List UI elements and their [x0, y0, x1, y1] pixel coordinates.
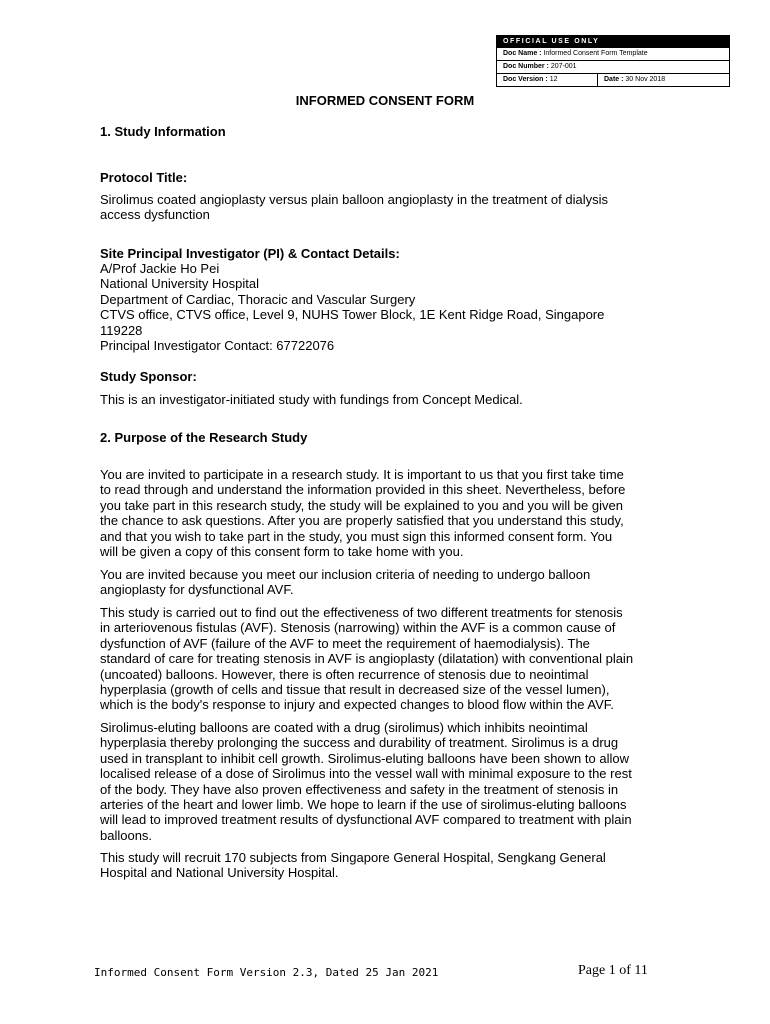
text-line: CTVS office, CTVS office, Level 9, NUHS Tower Block, 1E Kent Ridge Road, Singapore [100, 307, 605, 323]
official-use-header: OFFICIAL USE ONLY [497, 36, 729, 47]
text-line: in arteriovenous fistulas (AVF). Stenosis (narrowing) within the AVF is a common cause of [100, 620, 616, 636]
doc-number-value: 207-001 [550, 63, 577, 70]
text-line: This study will recruit 170 subjects from Singapore General Hospital, Sengkang General [100, 850, 606, 865]
pi-details [100, 261, 700, 353]
text-line: arteries of the heart and lower limb. We hope to learn if the use of sirolimus-eluting balloons [100, 797, 627, 813]
official-use-box [496, 35, 730, 87]
purpose-paragraph-1 [100, 467, 700, 559]
doc-name-row [497, 47, 729, 60]
text-line: You are invited to participate in a research study. It is important to us that you first take time [100, 467, 624, 482]
text-line: of the body. They have also proven effectiveness and safety in the treatment of stenosis in [100, 781, 619, 797]
doc-version-value: 12 [549, 76, 558, 83]
section2-heading: 2. Purpose of the Research Study [100, 430, 308, 445]
text-line: You are invited because you meet our inclusion criteria of needing to undergo balloon [100, 567, 591, 582]
text-line: Sirolimus-eluting balloons are coated with a drug (sirolimus) which inhibits neointimal [100, 720, 588, 735]
text-line: 119228 [100, 322, 143, 338]
text-line: Hospital and National University Hospital. [100, 865, 339, 881]
text-line: you take part in this research study, the study will be explained to you and you will be given [100, 497, 623, 513]
text-line: which is the body's response to injury and expected changes to blood flow within the AVF. [100, 697, 614, 713]
form-title: INFORMED CONSENT FORM [295, 93, 475, 108]
text-line: the chance to ask questions. After you are properly satisfied that you understand this study, [100, 513, 624, 529]
doc-version-row [497, 73, 729, 86]
sponsor-text: This is an investigator-initiated study with fundings from Concept Medical. [100, 392, 523, 407]
doc-number-row [497, 60, 729, 73]
purpose-paragraph-3 [100, 605, 700, 713]
protocol-title-heading: Protocol Title: [100, 170, 188, 185]
pi-heading: Site Principal Investigator (PI) & Contact Details: [100, 246, 400, 261]
text-line: hyperplasia thereby prolonging the success and durability of treatment. Sirolimus is a drug [100, 735, 619, 751]
section1-heading: 1. Study Information [100, 124, 226, 139]
text-line: localised release of a dose of Sirolimus into the vessel wall with minimal exposure to the rest [100, 766, 632, 782]
text-line: will be given a copy of this consent form to take home with you. [100, 544, 464, 560]
doc-name-label: Doc Name : [503, 50, 542, 57]
doc-date-cell [598, 74, 665, 86]
text-line: National University Hospital [100, 276, 259, 292]
text-line: Principal Investigator Contact: 67722076 [100, 338, 335, 354]
text-line: A/Prof Jackie Ho Pei [100, 261, 220, 276]
doc-name-value: Informed Consent Form Template [543, 50, 648, 57]
purpose-paragraph-2 [100, 567, 700, 598]
text-line: standard of care for treating stenosis in AVF is angioplasty (dilatation) with conventional plain [100, 651, 634, 667]
doc-version-label: Doc Version : [503, 76, 548, 83]
text-line: (uncoated) balloons. However, there is often recurrence of stenosis due to neointimal [100, 666, 589, 682]
text-line: access dysfunction [100, 207, 210, 223]
doc-date-label: Date : [604, 76, 624, 83]
footer-page-number: Page 1 of 11 [578, 963, 648, 978]
doc-date-value: 30 Nov 2018 [625, 76, 666, 83]
text-line: to read through and understand the information provided in this sheet. Nevertheless, before [100, 482, 626, 498]
footer-version: Informed Consent Form Version 2.3, Dated 25 Jan 2021 [94, 966, 439, 979]
text-line: will lead to improved treatment results of dysfunctional AVF compared to treatment with plain [100, 812, 632, 828]
sponsor-heading: Study Sponsor: [100, 369, 197, 384]
text-line: used in transplant to inhibit cell growth. Sirolimus-eluting balloons have been shown to allow [100, 750, 629, 766]
text-line: Sirolimus coated angioplasty versus plain balloon angioplasty in the treatment of dialysis [100, 192, 609, 207]
protocol-title-text [100, 192, 700, 223]
text-line: and that you wish to take part in the study, you must sign this informed consent form. You [100, 528, 613, 544]
purpose-paragraph-5 [100, 850, 700, 881]
text-line: balloons. [100, 827, 153, 843]
doc-version-cell [497, 74, 598, 86]
purpose-paragraph-4 [100, 720, 700, 843]
text-line: Department of Cardiac, Thoracic and Vascular Surgery [100, 291, 416, 307]
text-line: This study is carried out to find out the effectiveness of two different treatments for stenosis [100, 605, 623, 620]
doc-number-label: Doc Number : [503, 63, 549, 70]
text-line: angioplasty for dysfunctional AVF. [100, 582, 294, 598]
text-line: dysfunction of AVF (failure of the AVF to meet the requirement of haemodialysis). The [100, 635, 590, 651]
text-line: hyperplasia (growth of cells and tissue that result in decreased size of the vessel lumen), [100, 682, 610, 698]
